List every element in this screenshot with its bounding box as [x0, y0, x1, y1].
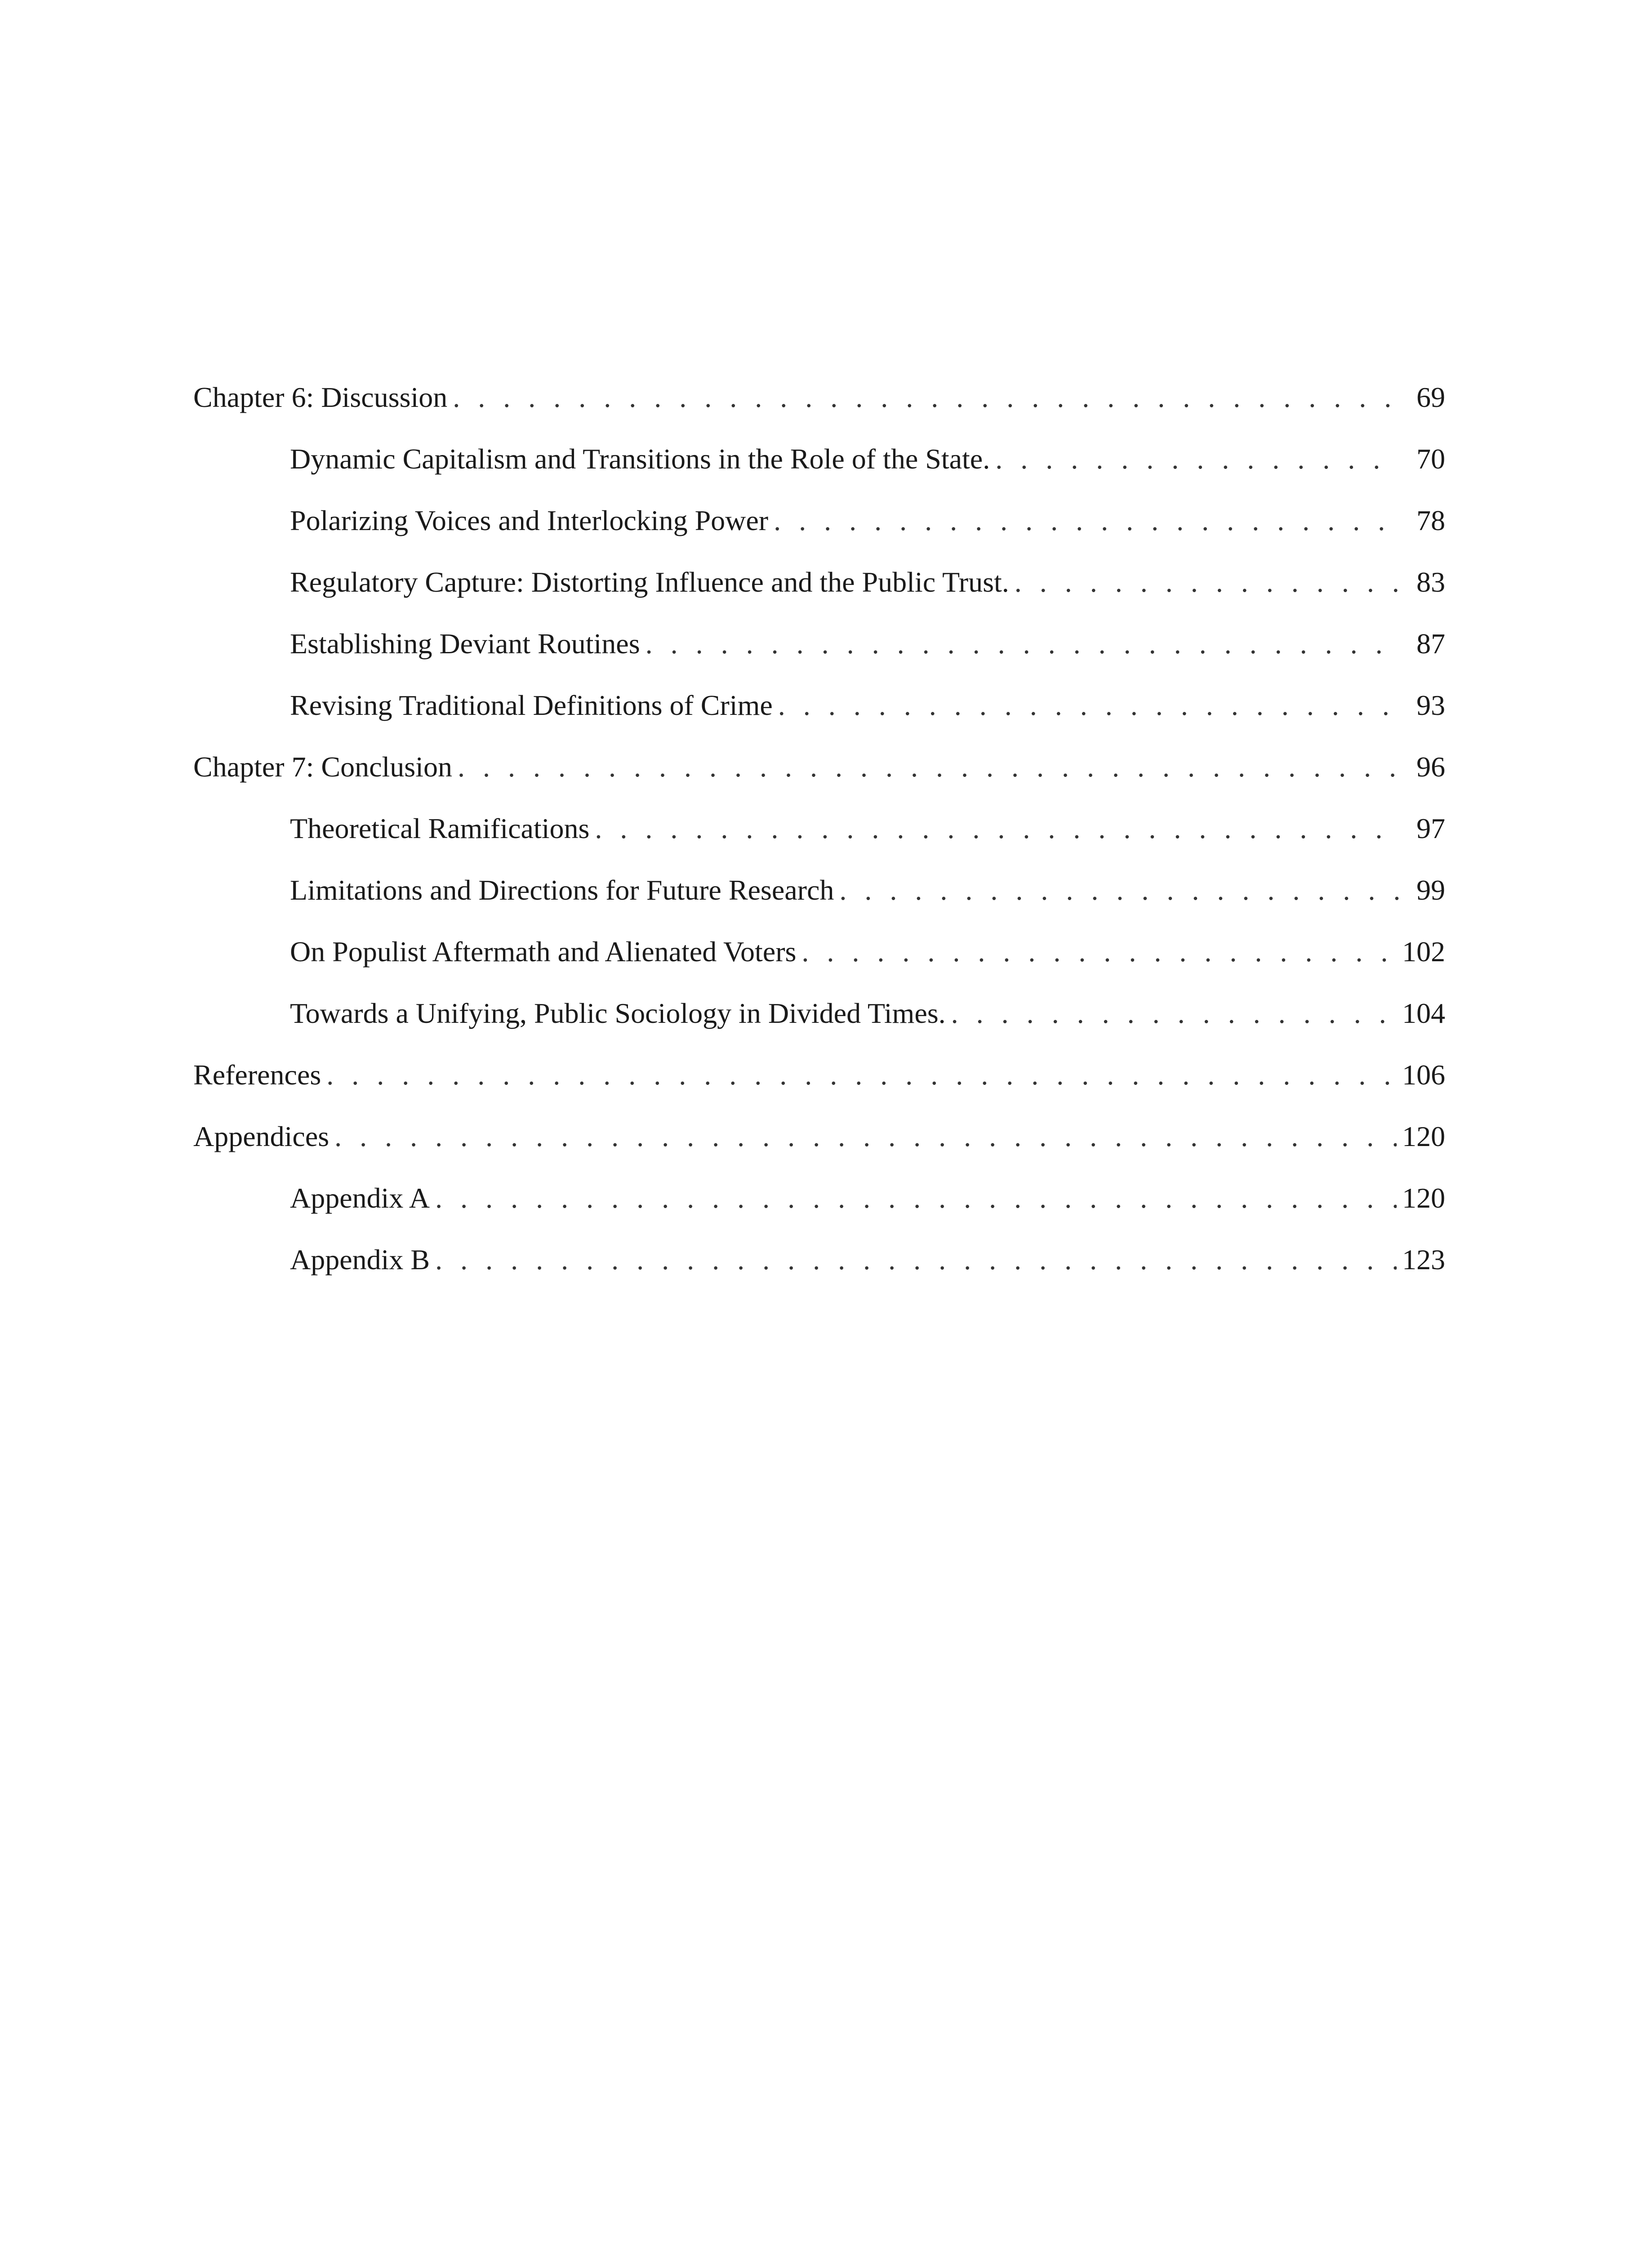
- toc-entry-page-number: 83: [1416, 566, 1445, 598]
- toc-entry-title: Appendix A: [290, 1182, 430, 1214]
- dot-leader: [646, 613, 1399, 674]
- toc-entry-chapter-6[interactable]: [193, 366, 1445, 428]
- toc-entry-page-number: 70: [1416, 443, 1445, 475]
- toc-entry-deviant-routines[interactable]: [193, 613, 1445, 674]
- dot-leader: [435, 1167, 1397, 1229]
- toc-entry-page-number: 69: [1416, 381, 1445, 413]
- dot-leader: [1015, 551, 1399, 613]
- dot-leader: [334, 1106, 1397, 1167]
- dot-leader: [774, 490, 1399, 551]
- dot-leader: [435, 1229, 1397, 1290]
- toc-entry-page-number: 87: [1416, 628, 1445, 660]
- toc-entry-title: Chapter 6: Discussion: [193, 381, 448, 413]
- toc-entry-title: Regulatory Capture: Distorting Influence and the Public Trust.: [290, 566, 1009, 598]
- dot-leader: [453, 366, 1399, 428]
- dot-leader: [326, 1044, 1397, 1106]
- toc-entry-title: Theoretical Ramifications: [290, 812, 590, 844]
- toc-entry-title: Appendix B: [290, 1244, 430, 1276]
- table-of-contents: [193, 366, 1445, 1290]
- toc-entry-page-number: 78: [1416, 504, 1445, 536]
- dot-leader: [778, 674, 1399, 736]
- toc-entry-dynamic-capitalism[interactable]: [193, 428, 1445, 490]
- toc-entry-appendices[interactable]: [193, 1106, 1445, 1167]
- toc-entry-page-number: 97: [1416, 812, 1445, 844]
- toc-entry-title: Appendices: [193, 1120, 330, 1152]
- toc-entry-title: Limitations and Directions for Future Research: [290, 874, 834, 906]
- toc-entry-page-number: 120: [1402, 1182, 1445, 1214]
- toc-entry-chapter-7[interactable]: [193, 736, 1445, 798]
- dot-leader: [802, 921, 1397, 982]
- toc-entry-page-number: 104: [1402, 997, 1445, 1029]
- toc-entry-appendix-b[interactable]: [193, 1229, 1445, 1290]
- toc-entry-polarizing-voices[interactable]: [193, 490, 1445, 551]
- toc-entry-title: Revising Traditional Definitions of Crime: [290, 689, 773, 721]
- toc-entry-title: Polarizing Voices and Interlocking Power: [290, 504, 769, 536]
- toc-entry-page-number: 120: [1402, 1120, 1445, 1152]
- toc-entry-page-number: 102: [1402, 936, 1445, 968]
- toc-entry-title: On Populist Aftermath and Alienated Voters: [290, 936, 797, 968]
- toc-entry-title: Establishing Deviant Routines: [290, 628, 640, 660]
- dot-leader: [839, 859, 1399, 921]
- toc-entry-populist-aftermath[interactable]: [193, 921, 1445, 982]
- dot-leader: [951, 982, 1397, 1044]
- toc-entry-page-number: 96: [1416, 751, 1445, 783]
- toc-entry-page-number: 106: [1402, 1059, 1445, 1091]
- toc-entry-title: Towards a Unifying, Public Sociology in Divided Times.: [290, 997, 946, 1029]
- toc-entry-revising-definitions[interactable]: [193, 674, 1445, 736]
- toc-entry-theoretical-ramifications[interactable]: [193, 798, 1445, 859]
- toc-entry-title: Dynamic Capitalism and Transitions in the Role of the State.: [290, 443, 990, 475]
- toc-entry-limitations[interactable]: [193, 859, 1445, 921]
- dot-leader: [995, 428, 1399, 490]
- toc-entry-page-number: 99: [1416, 874, 1445, 906]
- dot-leader: [458, 736, 1399, 798]
- toc-entry-regulatory-capture[interactable]: [193, 551, 1445, 613]
- toc-entry-references[interactable]: [193, 1044, 1445, 1106]
- toc-entry-page-number: 123: [1402, 1244, 1445, 1276]
- toc-entry-title: Chapter 7: Conclusion: [193, 751, 452, 783]
- toc-entry-appendix-a[interactable]: [193, 1167, 1445, 1229]
- toc-entry-page-number: 93: [1416, 689, 1445, 721]
- dot-leader: [595, 798, 1399, 859]
- toc-entry-public-sociology[interactable]: [193, 982, 1445, 1044]
- toc-entry-title: References: [193, 1059, 321, 1091]
